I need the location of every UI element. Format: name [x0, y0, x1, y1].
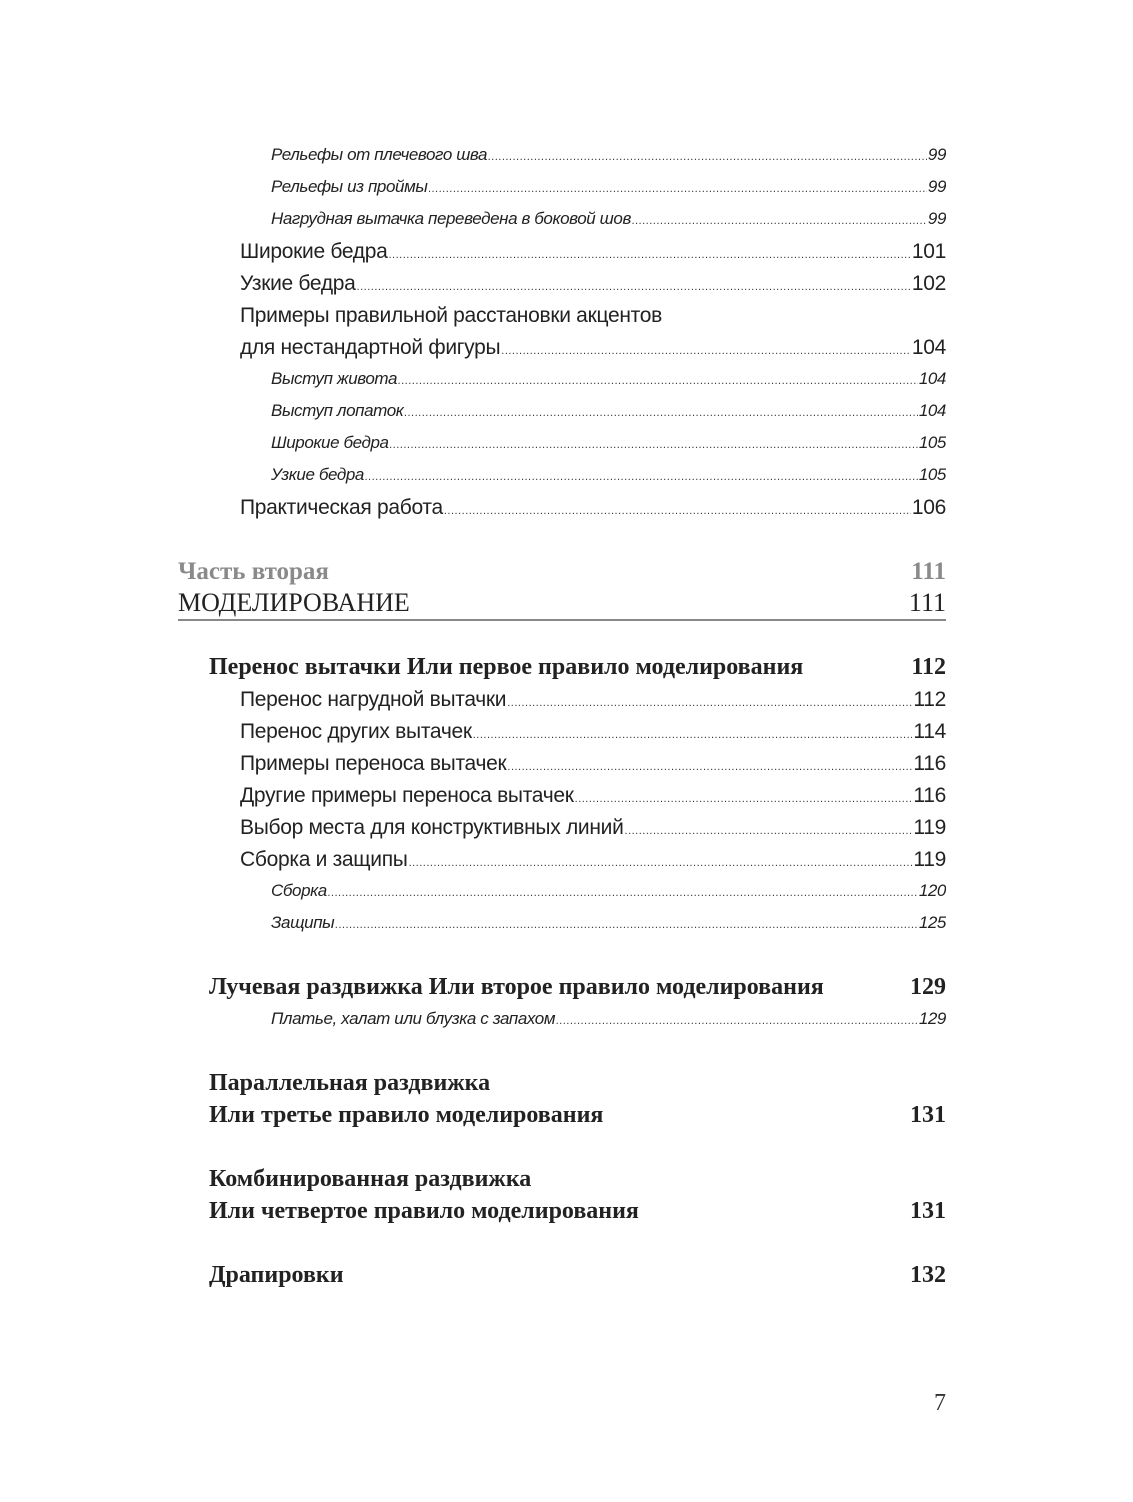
toc-entry-title: Узкие бедра: [240, 272, 356, 295]
toc-entry-title: Выступ живота: [271, 369, 398, 388]
page-number: 7: [934, 1390, 946, 1416]
toc-entry-title: Примеры правильной расстановки акцентов: [240, 304, 662, 327]
toc-entry-title: Сборка: [271, 881, 327, 900]
toc-entry-title: Перенос других вытачек: [240, 720, 472, 743]
toc-entry-title: Практическая работа: [240, 496, 443, 519]
toc-entry-page: 119: [913, 848, 946, 871]
toc-entry-page: 105: [918, 433, 946, 452]
toc-entry[interactable]: [240, 816, 946, 840]
dot-leader: [575, 793, 913, 805]
chapter-heading-line1[interactable]: [209, 1166, 946, 1193]
toc-entry-title: Перенос нагрудной вытачки: [240, 688, 507, 711]
toc-entry-page: 129: [918, 1009, 946, 1028]
chapter-title: Драпировки: [209, 1262, 344, 1288]
toc-entry-title: Платье, халат или блузка с запахом: [271, 1009, 556, 1028]
part-subtitle-page: 111: [911, 558, 946, 585]
chapter-title: Комбинированная раздвижка: [209, 1166, 532, 1192]
toc-entry-page: 99: [927, 209, 946, 228]
toc-entry-page: 114: [913, 720, 946, 743]
toc-entry-title: Сборка и защипы: [240, 848, 408, 871]
toc-entry-title: Выбор места для конструктивных линий: [240, 816, 624, 839]
dot-leader: [428, 183, 926, 195]
toc-entry-title: Узкие бедра: [271, 465, 364, 484]
chapter-heading[interactable]: [209, 654, 946, 681]
toc-entry-page: 99: [927, 177, 946, 196]
toc-entry-page: 106: [911, 496, 946, 519]
dot-leader: [365, 471, 918, 483]
toc-entry[interactable]: [240, 240, 946, 264]
toc-entry-page: 105: [918, 465, 946, 484]
toc-entry-page: 119: [913, 816, 946, 839]
toc-entry-title: Примеры переноса вытачек: [240, 752, 507, 775]
toc-entry-title: Рельефы из проймы: [271, 177, 428, 196]
dot-leader: [501, 345, 911, 357]
dot-leader: [390, 439, 918, 451]
toc-entry-page: 102: [911, 272, 946, 295]
toc-entry-page: 104: [911, 336, 946, 359]
dot-leader: [556, 1015, 918, 1027]
dot-leader: [625, 825, 913, 837]
toc-entry-page: 125: [918, 913, 946, 932]
chapter-heading[interactable]: [209, 974, 946, 1001]
chapter-page: 112: [911, 654, 946, 680]
dot-leader: [632, 215, 927, 227]
dot-leader: [389, 249, 911, 261]
chapter-page: 129: [910, 974, 946, 1000]
toc-entry[interactable]: [271, 913, 946, 933]
dot-leader: [409, 857, 913, 869]
dot-leader: [398, 375, 918, 387]
toc-entry-title: Защипы: [271, 913, 335, 932]
toc-entry-page: 116: [913, 784, 946, 807]
toc-entry-page: 99: [927, 145, 946, 164]
dot-leader: [328, 887, 918, 899]
chapter-page: 131: [910, 1198, 946, 1224]
toc-entry-title: Широкие бедра: [240, 240, 388, 263]
part-subtitle: Часть вторая: [178, 558, 329, 585]
toc-entry[interactable]: [271, 369, 946, 389]
chapter-page: 132: [910, 1262, 946, 1288]
toc-entry-title: Выступ лопаток: [271, 401, 404, 420]
toc-entry-title: Другие примеры переноса вытачек: [240, 784, 574, 807]
chapter-heading-line1[interactable]: [209, 1070, 946, 1097]
toc-entry[interactable]: [240, 848, 946, 872]
chapter-heading[interactable]: [209, 1102, 946, 1129]
dot-leader: [507, 761, 912, 773]
toc-entry[interactable]: [240, 752, 946, 776]
chapter-title: Перенос вытачки Или первое правило моделирования: [209, 654, 804, 680]
toc-entry[interactable]: [271, 209, 946, 229]
toc-entry-line1[interactable]: [240, 304, 946, 328]
toc-entry[interactable]: [271, 433, 946, 453]
toc-entry[interactable]: [240, 688, 946, 712]
toc-entry-title: Нагрудная вытачка переведена в боковой шов: [271, 209, 631, 228]
dot-leader: [357, 281, 911, 293]
chapter-title: Или четвертое правило моделирования: [209, 1198, 639, 1224]
chapter-heading[interactable]: [209, 1198, 946, 1225]
toc-entry[interactable]: [240, 720, 946, 744]
toc-entry-page: 116: [913, 752, 946, 775]
toc-entry[interactable]: [271, 465, 946, 485]
toc-entry-page: 104: [918, 401, 946, 420]
toc-entry-title: Рельефы от плечевого шва: [271, 145, 488, 164]
part-subtitle-entry[interactable]: [178, 558, 946, 586]
toc-entry[interactable]: [271, 145, 946, 165]
part-title-page: 111: [908, 588, 946, 617]
chapter-title: Параллельная раздвижка: [209, 1070, 491, 1096]
toc-entry-page: 104: [918, 369, 946, 388]
toc-entry-page: 101: [911, 240, 946, 263]
dot-leader: [507, 697, 912, 709]
chapter-heading[interactable]: [209, 1262, 946, 1289]
chapter-page: 131: [910, 1102, 946, 1128]
dot-leader: [473, 729, 913, 741]
part-title: МОДЕЛИРОВАНИЕ: [178, 588, 410, 617]
chapter-title: Лучевая раздвижка Или второе правило моделирования: [209, 974, 824, 1000]
toc-entry[interactable]: [271, 1009, 946, 1029]
part-title-entry[interactable]: [178, 588, 946, 621]
dot-leader: [404, 407, 917, 419]
toc-entry[interactable]: [271, 881, 946, 901]
dot-leader: [488, 151, 927, 163]
toc-entry[interactable]: [240, 784, 946, 808]
toc-entry-title: Широкие бедра: [271, 433, 389, 452]
toc-entry[interactable]: [240, 336, 946, 360]
toc-entry[interactable]: [240, 272, 946, 296]
toc-entry[interactable]: [271, 401, 946, 421]
chapter-title: Или третье правило моделирования: [209, 1102, 604, 1128]
toc-entry-page: 112: [913, 688, 946, 711]
toc-entry[interactable]: [271, 177, 946, 197]
toc-entry-page: 120: [918, 881, 946, 900]
dot-leader: [335, 919, 918, 931]
toc-entry[interactable]: [240, 496, 946, 520]
dot-leader: [444, 505, 911, 517]
toc-entry-title: для нестандартной фигуры: [240, 336, 501, 359]
